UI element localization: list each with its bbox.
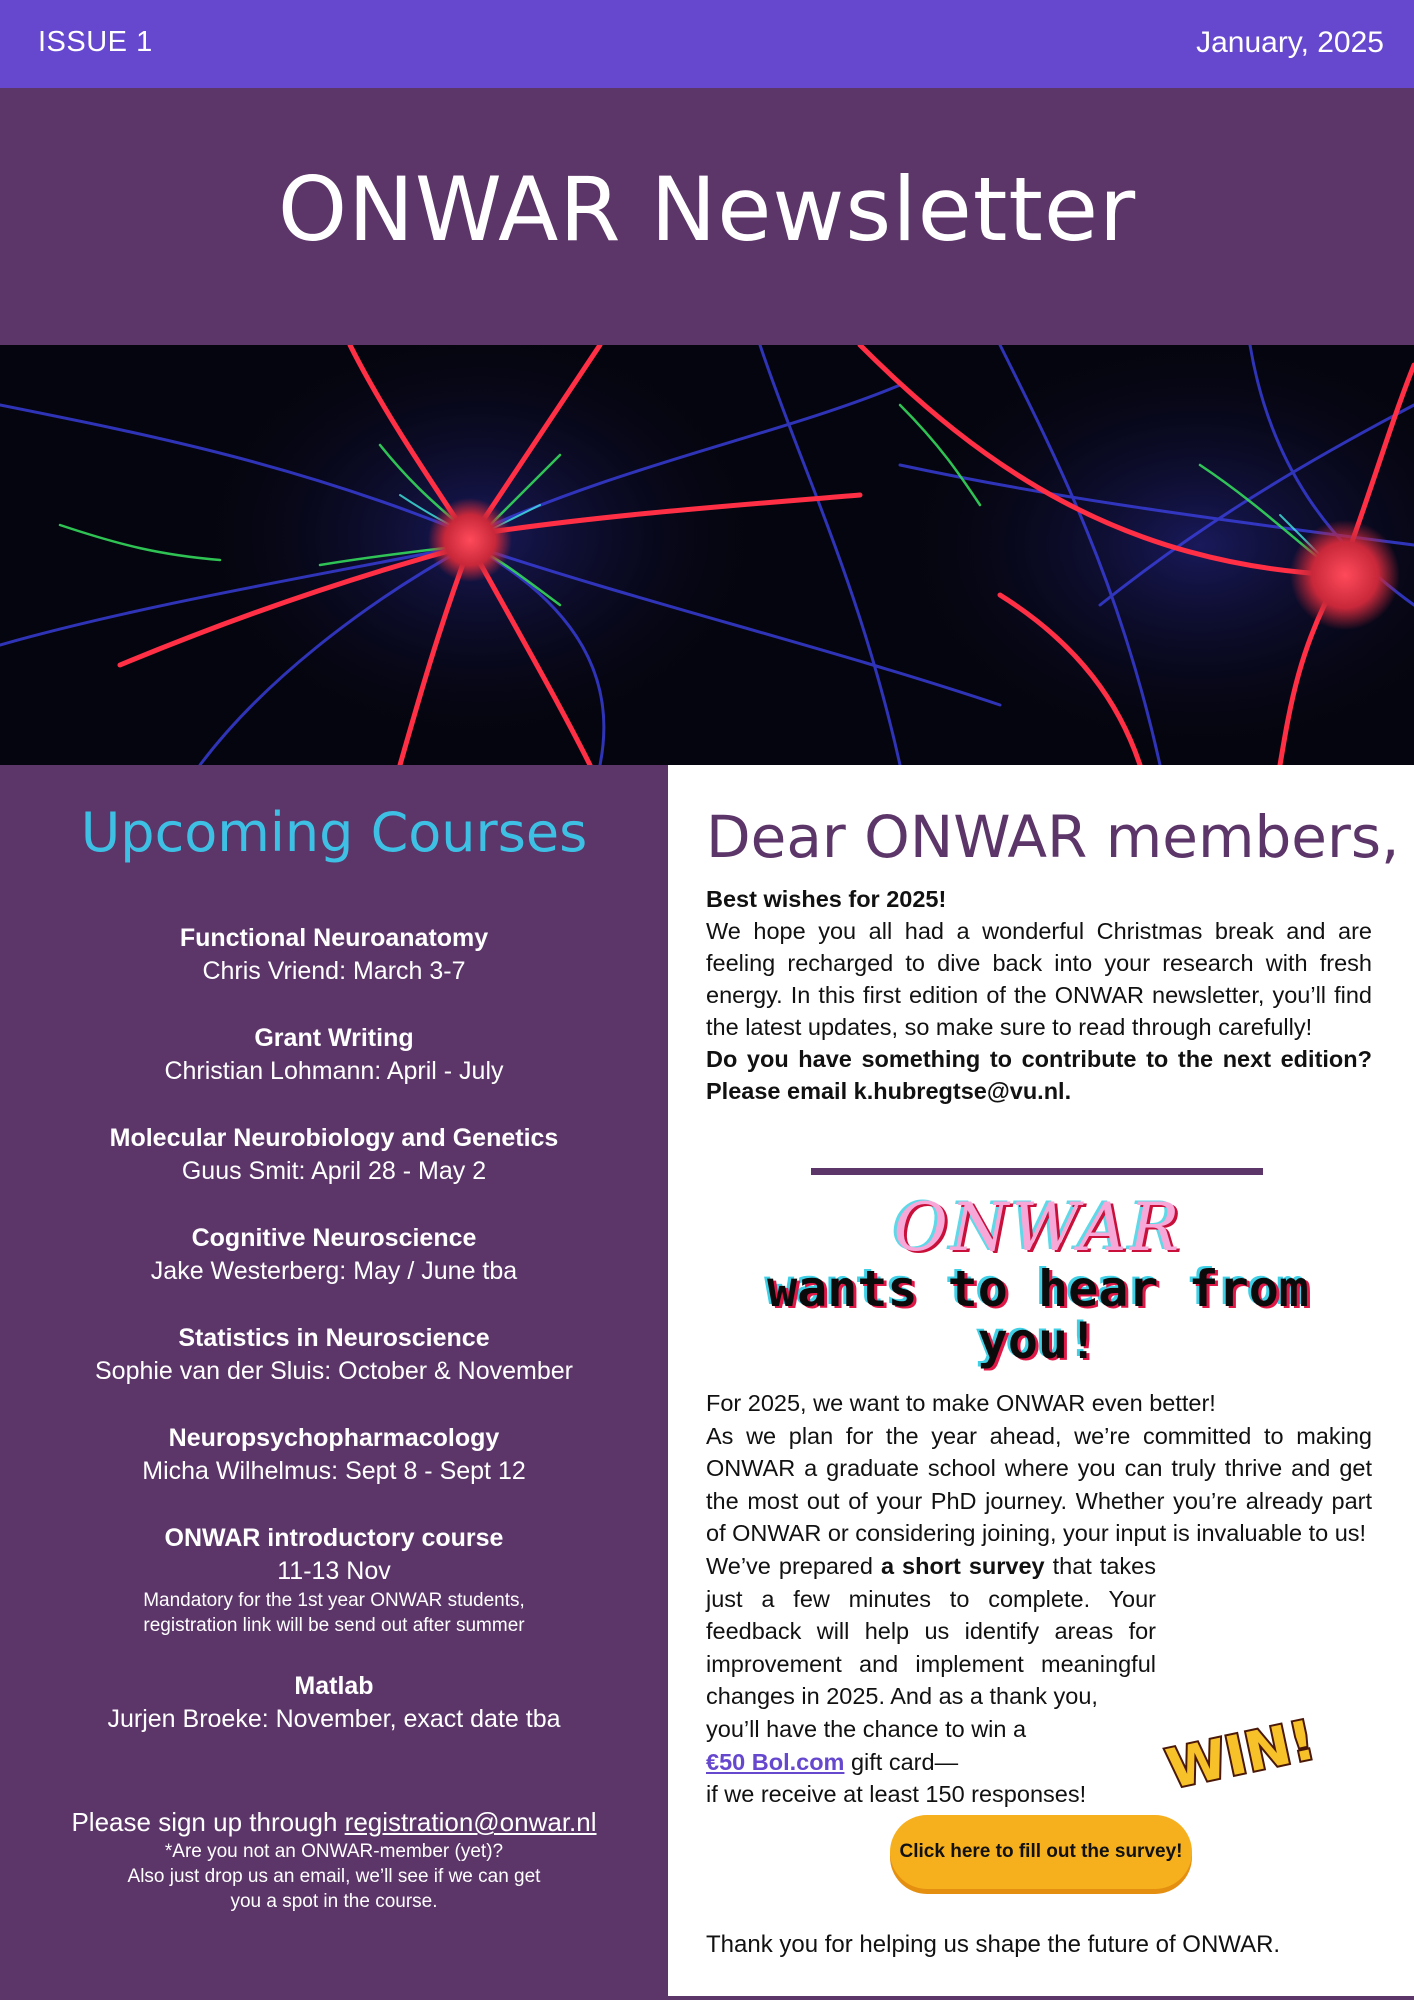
graphic-word: ONWAR (893, 1189, 1183, 1266)
bottom-border (668, 1996, 1414, 2000)
course-name: Statistics in Neuroscience (178, 1324, 490, 1352)
course-info: Guus Smit: April 28 - May 2 (181, 1157, 487, 1185)
course-name: Neuropsychopharmacology (168, 1424, 500, 1452)
course-info: Sophie van der Sluis: October & November (94, 1357, 573, 1385)
title-band (0, 88, 1414, 345)
course-info: 11-13 Nov (277, 1557, 391, 1585)
issue-date: January, 2025 (1196, 26, 1384, 59)
survey-text-part: We’ve prepared (706, 1552, 881, 1579)
section-divider (811, 1168, 1263, 1175)
letter-heading: Dear ONWAR members, (706, 803, 1400, 871)
course-name: Molecular Neurobiology and Genetics (109, 1124, 559, 1152)
fill-survey-button[interactable]: Click here to fill out the survey! (890, 1815, 1192, 1889)
contribute-paragraph: Do you have something to contribute to the next edition? Please email k.hubregtse@vu.nl. (706, 1046, 1372, 1104)
letter-intro (706, 883, 1372, 1107)
prize-link[interactable]: €50 Bol.com (706, 1748, 845, 1775)
member-note: Also just drop us an email, we’ll see if we can get (127, 1866, 541, 1887)
courses-panel (0, 765, 668, 2000)
neuron-image (0, 345, 1414, 765)
letter-panel (668, 765, 1414, 1996)
win-badge (1156, 1705, 1326, 1800)
issue-label: ISSUE 1 (38, 26, 153, 58)
registration-email-link[interactable]: registration@onwar.nl (344, 1807, 597, 1837)
courses-heading: Upcoming Courses (80, 801, 588, 864)
course-item (0, 1422, 668, 1522)
member-note: you a spot in the course. (230, 1891, 438, 1912)
course-name: Grant Writing (254, 1024, 414, 1052)
survey-paragraph: As we plan for the year ahead, we’re committed to making ONWAR a graduate school where you can truly thrive and get the most out of your PhD journey. Whether you’re already part of ONWAR or considering joining, your input is invaluable to us! (706, 1422, 1372, 1547)
course-info: Jake Westerberg: May / June tba (150, 1257, 518, 1285)
survey-text-part: that takes just a few minutes to complete. Your feedback will help us identify areas for improvement and implement meaningful changes in 2025. And as a thank you, (706, 1552, 1156, 1710)
survey-paragraph: if we receive at least 150 responses! (706, 1781, 1087, 1808)
wishes-line: Best wishes for 2025! (706, 886, 947, 912)
course-list (0, 922, 668, 1770)
signup-prefix: Please sign up through (71, 1807, 345, 1837)
course-info: Jurjen Broeke: November, exact date tba (107, 1705, 561, 1733)
course-item (0, 1522, 668, 1670)
course-item (0, 922, 668, 1022)
signup-line (0, 1805, 668, 1839)
prize-suffix: gift card— (844, 1748, 959, 1775)
course-item (0, 1022, 668, 1122)
member-note: *Are you not an ONWAR-member (yet)? (164, 1841, 504, 1862)
course-note: registration link will be send out after summer (143, 1615, 525, 1636)
win-text: WIN! (1161, 1708, 1321, 1800)
thanks-line: Thank you for helping us shape the future of ONWAR. (706, 1931, 1281, 1958)
course-name: Matlab (294, 1672, 374, 1700)
course-item (0, 1322, 668, 1422)
course-info: Chris Vriend: March 3-7 (202, 957, 466, 985)
top-bar (0, 0, 1414, 88)
signup-block (0, 1805, 668, 1914)
course-note: Mandatory for the 1st year ONWAR students, (143, 1590, 525, 1611)
newsletter-title: ONWAR Newsletter (277, 158, 1137, 261)
course-item (0, 1122, 668, 1222)
course-name: Functional Neuroanatomy (179, 924, 489, 952)
survey-paragraph (706, 1550, 1156, 1713)
course-info: Christian Lohmann: April - July (164, 1057, 504, 1085)
course-item (0, 1670, 668, 1770)
intro-paragraph: We hope you all had a wonderful Christmas break and are feeling recharged to dive back into your research with fresh energy. In this first edition of the ONWAR newsletter, you’ll find the latest updates, so make sure to read through carefully! (706, 918, 1372, 1040)
survey-emphasis: a short survey (880, 1552, 1045, 1579)
course-name: Cognitive Neuroscience (191, 1224, 477, 1252)
hear-from-you-graphic (758, 1189, 1318, 1370)
course-name: ONWAR introductory course (164, 1524, 504, 1552)
graphic-line: you! (977, 1312, 1099, 1370)
course-item (0, 1222, 668, 1322)
survey-paragraph: For 2025, we want to make ONWAR even better! (706, 1390, 1216, 1416)
graphic-line: wants to hear from (767, 1260, 1309, 1318)
survey-paragraph: you’ll have the chance to win a (706, 1715, 1027, 1742)
course-info: Micha Wilhelmus: Sept 8 - Sept 12 (142, 1457, 526, 1485)
